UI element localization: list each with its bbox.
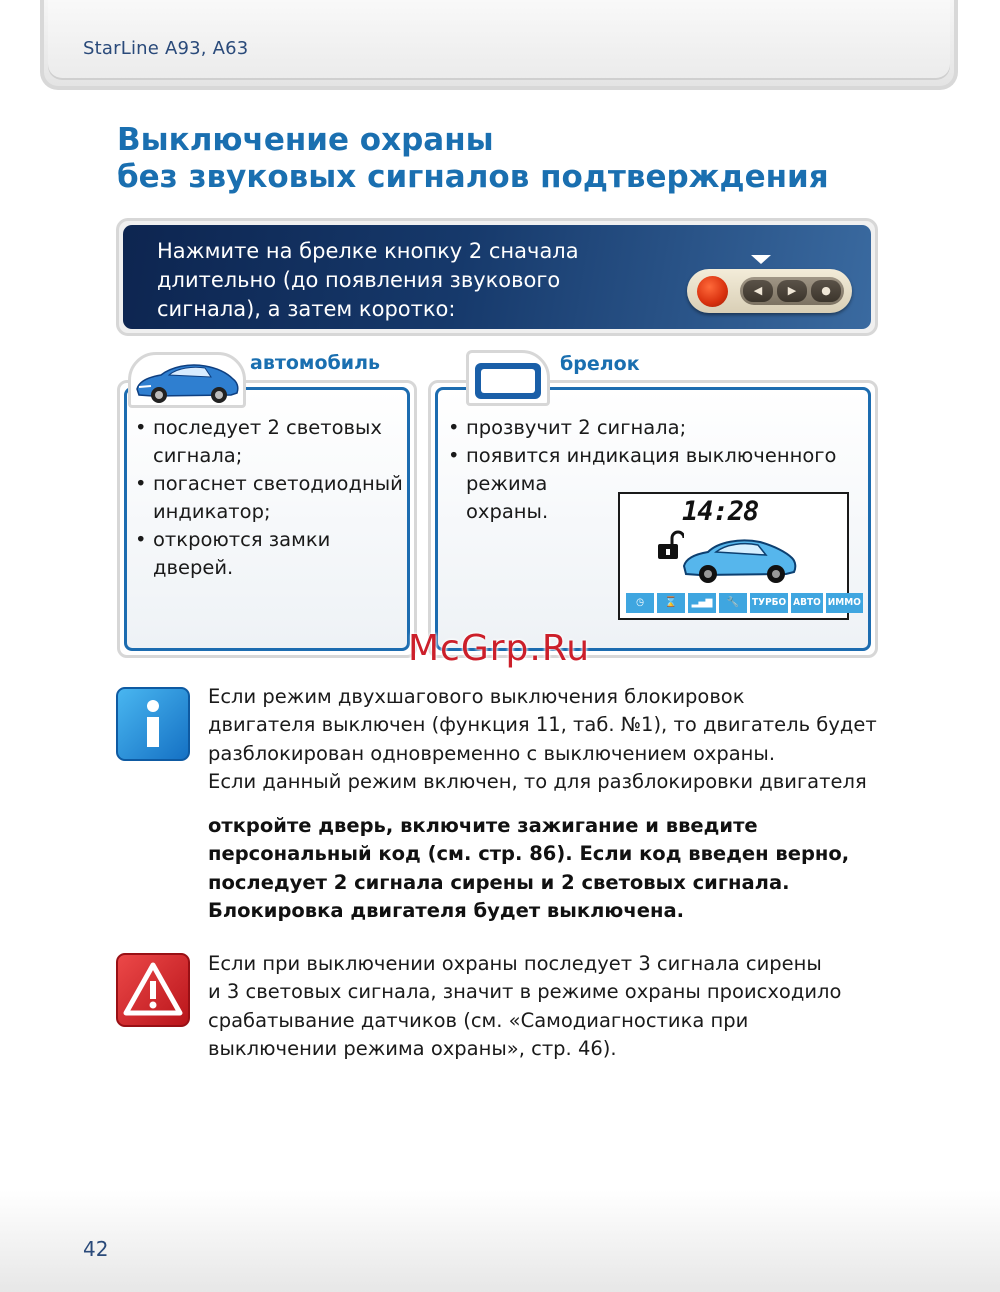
- instruction-text: [157, 237, 677, 324]
- keyfob-display-icon: [469, 353, 547, 405]
- info-note-text: Если режим двухшагового выключения блокировок двигателя выключен (функция 11, таб. №1), то двигатель будет разблокирован одновременно с выключением охраны. Если данный режим включен, то для разблокировки двигателя: [208, 685, 877, 793]
- hourglass-icon: ⌛: [657, 593, 685, 613]
- keyfob-button-strip: [740, 277, 844, 305]
- warning-icon: [116, 953, 190, 1027]
- sensor-level-icon: ▂▄▆: [688, 593, 716, 613]
- instruction-panel: [123, 225, 871, 329]
- keyfob-button-1: [697, 276, 728, 307]
- car-tab: [128, 352, 246, 408]
- arrow-down-icon: [751, 255, 771, 264]
- auto-badge: АВТО: [791, 593, 823, 613]
- info-icon: [116, 687, 190, 761]
- list-item: • прозвучит 2 сигнала;: [446, 414, 866, 442]
- car-panel-label: автомобиль: [250, 352, 381, 374]
- turbo-badge: ТУРБО: [750, 593, 788, 613]
- list-item: • откроются замки дверей.: [133, 526, 413, 582]
- keyfob-button-4: ●: [811, 280, 841, 302]
- instruction-line-3: сигнала), а затем коротко:: [157, 297, 456, 321]
- keyfob-button-3: ▶: [777, 280, 807, 302]
- instruction-box: [116, 218, 878, 336]
- clock-icon: ◷: [626, 593, 654, 613]
- footer: [0, 1190, 1000, 1292]
- keyfob-button-2: ◀: [743, 280, 773, 302]
- wrench-icon: 🔧: [719, 593, 747, 613]
- page-title-line-2: без звуковых сигналов подтверждения: [117, 159, 829, 195]
- fob-panel-label: брелок: [560, 353, 640, 375]
- lcd-status-icons: [626, 593, 863, 613]
- watermark: McGrp.Ru: [408, 628, 591, 669]
- car-bullet-list: [133, 414, 413, 582]
- instruction-line-1: Нажмите на брелке кнопку 2 сначала: [157, 239, 579, 263]
- page-title-line-1: Выключение охраны: [117, 122, 494, 158]
- lcd-car-icon: [680, 524, 800, 584]
- page-number: 42: [83, 1237, 109, 1261]
- car-icon: [131, 355, 243, 407]
- list-item: • погаснет светодиодный индикатор;: [133, 470, 413, 526]
- fob-tab: [466, 350, 550, 406]
- immo-badge: ИММО: [826, 593, 863, 613]
- header-title: StarLine A93, A63: [83, 38, 249, 59]
- warning-note-text: Если при выключении охраны последует 3 сигнала сирены и 3 световых сигнала, значит в режиме охраны происходило срабатывание датчиков (см. «Самодиагностика при выключении режима охраны», стр. 46).: [208, 952, 842, 1060]
- instruction-line-2: длительно (до появления звукового: [157, 268, 561, 292]
- list-item: • последует 2 световых сигнала;: [133, 414, 413, 470]
- list-item: • появится индикация выключенного режима охраны.: [446, 442, 866, 526]
- lcd-display: [618, 492, 861, 620]
- page-title: [117, 122, 877, 196]
- lcd-time: 14:28: [682, 496, 759, 527]
- remote-keyfob-icon: [687, 269, 852, 313]
- info-note-bold-text: откройте дверь, включите зажигание и введите персональный код (см. стр. 86). Если код введен верно, последует 2 сигнала сирены и 2 световых сигнала. Блокировка двигателя будет выключена.: [208, 814, 850, 922]
